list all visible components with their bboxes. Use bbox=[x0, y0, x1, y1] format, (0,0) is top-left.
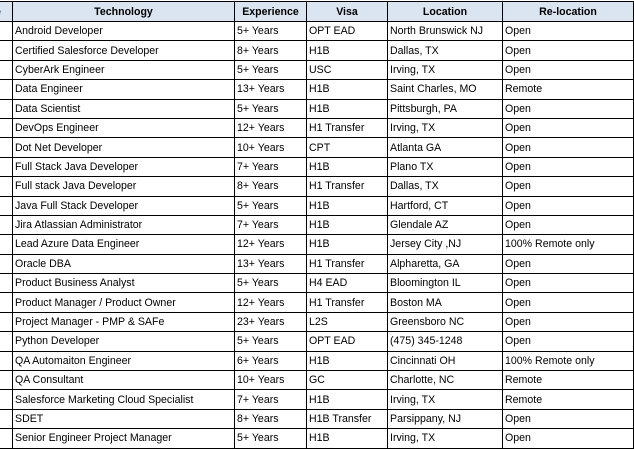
relocation-cell[interactable]: Open bbox=[503, 215, 634, 234]
experience-cell[interactable]: 5+ Years bbox=[235, 196, 307, 215]
name-cell[interactable] bbox=[0, 177, 13, 196]
visa-cell[interactable]: H1B bbox=[307, 390, 388, 409]
name-cell[interactable] bbox=[0, 390, 13, 409]
technology-cell[interactable]: Product Business Analyst bbox=[13, 274, 235, 293]
table-row bbox=[0, 215, 634, 234]
table-row bbox=[0, 196, 634, 215]
location-cell[interactable]: (475) 345-1248 bbox=[388, 332, 503, 351]
name-cell[interactable] bbox=[0, 371, 13, 390]
name-cell[interactable] bbox=[0, 80, 13, 99]
visa-cell[interactable]: H1B bbox=[307, 41, 388, 60]
name-cell[interactable] bbox=[0, 409, 13, 428]
visa-cell[interactable]: H1B bbox=[307, 235, 388, 254]
visa-cell[interactable]: H1 Transfer bbox=[307, 118, 388, 137]
relocation-cell[interactable]: Open bbox=[503, 177, 634, 196]
header-experience[interactable]: Experience bbox=[235, 2, 307, 22]
table-row bbox=[0, 138, 634, 157]
header-name[interactable] bbox=[0, 2, 13, 22]
experience-cell[interactable]: 13+ Years bbox=[235, 80, 307, 99]
header-row bbox=[0, 2, 634, 22]
header-technology[interactable]: Technology bbox=[13, 2, 235, 22]
name-cell[interactable] bbox=[0, 41, 13, 60]
location-cell[interactable]: Dallas, TX bbox=[388, 177, 503, 196]
experience-cell[interactable]: 7+ Years bbox=[235, 390, 307, 409]
technology-cell[interactable]: Data Scientist bbox=[13, 99, 235, 118]
experience-cell[interactable]: 5+ Years bbox=[235, 274, 307, 293]
technology-cell[interactable]: Python Developer bbox=[13, 332, 235, 351]
name-cell[interactable] bbox=[0, 293, 13, 312]
technology-cell[interactable]: Full stack Java Developer bbox=[13, 177, 235, 196]
relocation-cell[interactable]: Open bbox=[503, 312, 634, 331]
table-body bbox=[0, 22, 634, 449]
experience-cell[interactable]: 12+ Years bbox=[235, 235, 307, 254]
relocation-cell[interactable]: 100% Remote only bbox=[503, 351, 634, 370]
table-row bbox=[0, 312, 634, 331]
relocation-cell[interactable]: Open bbox=[503, 274, 634, 293]
table-row bbox=[0, 332, 634, 351]
location-cell[interactable]: Greensboro NC bbox=[388, 312, 503, 331]
table-row bbox=[0, 274, 634, 293]
technology-cell[interactable]: Oracle DBA bbox=[13, 254, 235, 273]
technology-cell[interactable]: Jira Atlassian Administrator bbox=[13, 215, 235, 234]
relocation-cell[interactable]: Remote bbox=[503, 371, 634, 390]
experience-cell[interactable]: 7+ Years bbox=[235, 157, 307, 176]
location-cell[interactable]: Irving, TX bbox=[388, 429, 503, 448]
location-cell[interactable]: Dallas, TX bbox=[388, 41, 503, 60]
name-cell[interactable] bbox=[0, 99, 13, 118]
relocation-cell[interactable]: Open bbox=[503, 118, 634, 137]
relocation-cell[interactable]: Open bbox=[503, 429, 634, 448]
location-cell[interactable]: Irving, TX bbox=[388, 118, 503, 137]
technology-cell[interactable]: Senior Engineer Project Manager bbox=[13, 429, 235, 448]
location-cell[interactable]: North Brunswick NJ bbox=[388, 22, 503, 41]
location-cell[interactable]: Hartford, CT bbox=[388, 196, 503, 215]
table-row bbox=[0, 429, 634, 448]
visa-cell[interactable]: H4 EAD bbox=[307, 274, 388, 293]
visa-cell[interactable]: H1B Transfer bbox=[307, 409, 388, 428]
experience-cell[interactable]: 7+ Years bbox=[235, 215, 307, 234]
name-cell[interactable] bbox=[0, 254, 13, 273]
experience-cell[interactable]: 5+ Years bbox=[235, 429, 307, 448]
relocation-cell[interactable]: Open bbox=[503, 22, 634, 41]
technology-cell[interactable]: Data Engineer bbox=[13, 80, 235, 99]
relocation-cell[interactable]: Open bbox=[503, 157, 634, 176]
relocation-cell[interactable]: Open bbox=[503, 99, 634, 118]
visa-cell[interactable]: H1 Transfer bbox=[307, 177, 388, 196]
relocation-cell[interactable]: Remote bbox=[503, 390, 634, 409]
experience-cell[interactable]: 10+ Years bbox=[235, 138, 307, 157]
location-cell[interactable]: Charlotte, NC bbox=[388, 371, 503, 390]
name-cell[interactable] bbox=[0, 138, 13, 157]
technology-cell[interactable]: SDET bbox=[13, 409, 235, 428]
table-row bbox=[0, 235, 634, 254]
technology-cell[interactable]: Java Full Stack Developer bbox=[13, 196, 235, 215]
visa-cell[interactable]: L2S bbox=[307, 312, 388, 331]
technology-cell[interactable]: Android Developer bbox=[13, 22, 235, 41]
technology-cell[interactable]: Certified Salesforce Developer bbox=[13, 41, 235, 60]
visa-cell[interactable]: GC bbox=[307, 371, 388, 390]
experience-cell[interactable]: 13+ Years bbox=[235, 254, 307, 273]
location-cell[interactable]: Pittsburgh, PA bbox=[388, 99, 503, 118]
table-row bbox=[0, 390, 634, 409]
relocation-cell[interactable]: Open bbox=[503, 138, 634, 157]
relocation-cell[interactable]: 100% Remote only bbox=[503, 235, 634, 254]
relocation-cell[interactable]: Open bbox=[503, 293, 634, 312]
table-row bbox=[0, 99, 634, 118]
location-cell[interactable]: Parsippany, NJ bbox=[388, 409, 503, 428]
name-cell[interactable] bbox=[0, 332, 13, 351]
table-row bbox=[0, 177, 634, 196]
name-cell[interactable] bbox=[0, 351, 13, 370]
visa-cell[interactable]: H1B bbox=[307, 196, 388, 215]
experience-cell[interactable]: 5+ Years bbox=[235, 60, 307, 79]
experience-cell[interactable]: 12+ Years bbox=[235, 118, 307, 137]
experience-cell[interactable]: 8+ Years bbox=[235, 409, 307, 428]
table-row bbox=[0, 351, 634, 370]
technology-cell[interactable]: QA Consultant bbox=[13, 371, 235, 390]
technology-cell[interactable]: Full Stack Java Developer bbox=[13, 157, 235, 176]
visa-cell[interactable]: CPT bbox=[307, 138, 388, 157]
technology-cell[interactable]: Project Manager - PMP & SAFe bbox=[13, 312, 235, 331]
visa-cell[interactable]: OPT EAD bbox=[307, 22, 388, 41]
header-location[interactable]: Location bbox=[388, 2, 503, 22]
technology-cell[interactable]: Lead Azure Data Engineer bbox=[13, 235, 235, 254]
table-row bbox=[0, 371, 634, 390]
visa-cell[interactable]: H1B bbox=[307, 99, 388, 118]
table-row bbox=[0, 409, 634, 428]
visa-cell[interactable]: OPT EAD bbox=[307, 332, 388, 351]
experience-cell[interactable]: 5+ Years bbox=[235, 22, 307, 41]
relocation-cell[interactable]: Open bbox=[503, 196, 634, 215]
relocation-cell[interactable]: Open bbox=[503, 332, 634, 351]
header-relocation[interactable]: Re-location bbox=[503, 2, 634, 22]
experience-cell[interactable]: 5+ Years bbox=[235, 332, 307, 351]
experience-cell[interactable]: 8+ Years bbox=[235, 177, 307, 196]
location-cell[interactable]: Saint Charles, MO bbox=[388, 80, 503, 99]
location-cell[interactable]: Glendale AZ bbox=[388, 215, 503, 234]
name-cell[interactable] bbox=[0, 118, 13, 137]
location-cell[interactable]: Jersey City ,NJ bbox=[388, 235, 503, 254]
location-cell[interactable]: Alpharetta, GA bbox=[388, 254, 503, 273]
technology-cell[interactable]: QA Automaiton Engineer bbox=[13, 351, 235, 370]
location-cell[interactable]: Atlanta GA bbox=[388, 138, 503, 157]
name-cell[interactable] bbox=[0, 22, 13, 41]
experience-cell[interactable]: 23+ Years bbox=[235, 312, 307, 331]
name-cell[interactable] bbox=[0, 196, 13, 215]
visa-cell[interactable]: USC bbox=[307, 60, 388, 79]
visa-cell[interactable]: H1 Transfer bbox=[307, 254, 388, 273]
visa-cell[interactable]: H1B bbox=[307, 351, 388, 370]
location-cell[interactable]: Irving, TX bbox=[388, 60, 503, 79]
visa-cell[interactable]: H1B bbox=[307, 429, 388, 448]
name-cell[interactable] bbox=[0, 274, 13, 293]
technology-cell[interactable]: DevOps Engineer bbox=[13, 118, 235, 137]
name-cell[interactable] bbox=[0, 215, 13, 234]
relocation-cell[interactable]: Remote bbox=[503, 80, 634, 99]
experience-cell[interactable]: 6+ Years bbox=[235, 351, 307, 370]
name-cell[interactable] bbox=[0, 235, 13, 254]
table-row bbox=[0, 41, 634, 60]
technology-cell[interactable]: Product Manager / Product Owner bbox=[13, 293, 235, 312]
visa-cell[interactable]: H1B bbox=[307, 80, 388, 99]
table-row bbox=[0, 157, 634, 176]
table-row bbox=[0, 22, 634, 41]
relocation-cell[interactable]: Open bbox=[503, 41, 634, 60]
table-row bbox=[0, 118, 634, 137]
location-cell[interactable]: Irving, TX bbox=[388, 390, 503, 409]
table-row bbox=[0, 80, 634, 99]
table-row bbox=[0, 60, 634, 79]
technology-cell[interactable]: Salesforce Marketing Cloud Specialist bbox=[13, 390, 235, 409]
table-row bbox=[0, 254, 634, 273]
relocation-cell[interactable]: Open bbox=[503, 409, 634, 428]
relocation-cell[interactable]: Open bbox=[503, 60, 634, 79]
relocation-cell[interactable]: Open bbox=[503, 254, 634, 273]
name-cell[interactable] bbox=[0, 157, 13, 176]
location-cell[interactable]: Boston MA bbox=[388, 293, 503, 312]
technology-cell[interactable]: CyberArk Engineer bbox=[13, 60, 235, 79]
header-visa[interactable]: Visa bbox=[307, 2, 388, 22]
location-cell[interactable]: Cincinnati OH bbox=[388, 351, 503, 370]
experience-cell[interactable]: 10+ Years bbox=[235, 371, 307, 390]
location-cell[interactable]: Plano TX bbox=[388, 157, 503, 176]
location-cell[interactable]: Bloomington IL bbox=[388, 274, 503, 293]
candidates-table bbox=[0, 1, 634, 449]
technology-cell[interactable]: Dot Net Developer bbox=[13, 138, 235, 157]
visa-cell[interactable]: H1B bbox=[307, 215, 388, 234]
table-row bbox=[0, 293, 634, 312]
experience-cell[interactable]: 12+ Years bbox=[235, 293, 307, 312]
experience-cell[interactable]: 5+ Years bbox=[235, 99, 307, 118]
name-cell[interactable] bbox=[0, 312, 13, 331]
visa-cell[interactable]: H1 Transfer bbox=[307, 293, 388, 312]
name-cell[interactable] bbox=[0, 429, 13, 448]
name-cell[interactable] bbox=[0, 60, 13, 79]
experience-cell[interactable]: 8+ Years bbox=[235, 41, 307, 60]
visa-cell[interactable]: H1B bbox=[307, 157, 388, 176]
